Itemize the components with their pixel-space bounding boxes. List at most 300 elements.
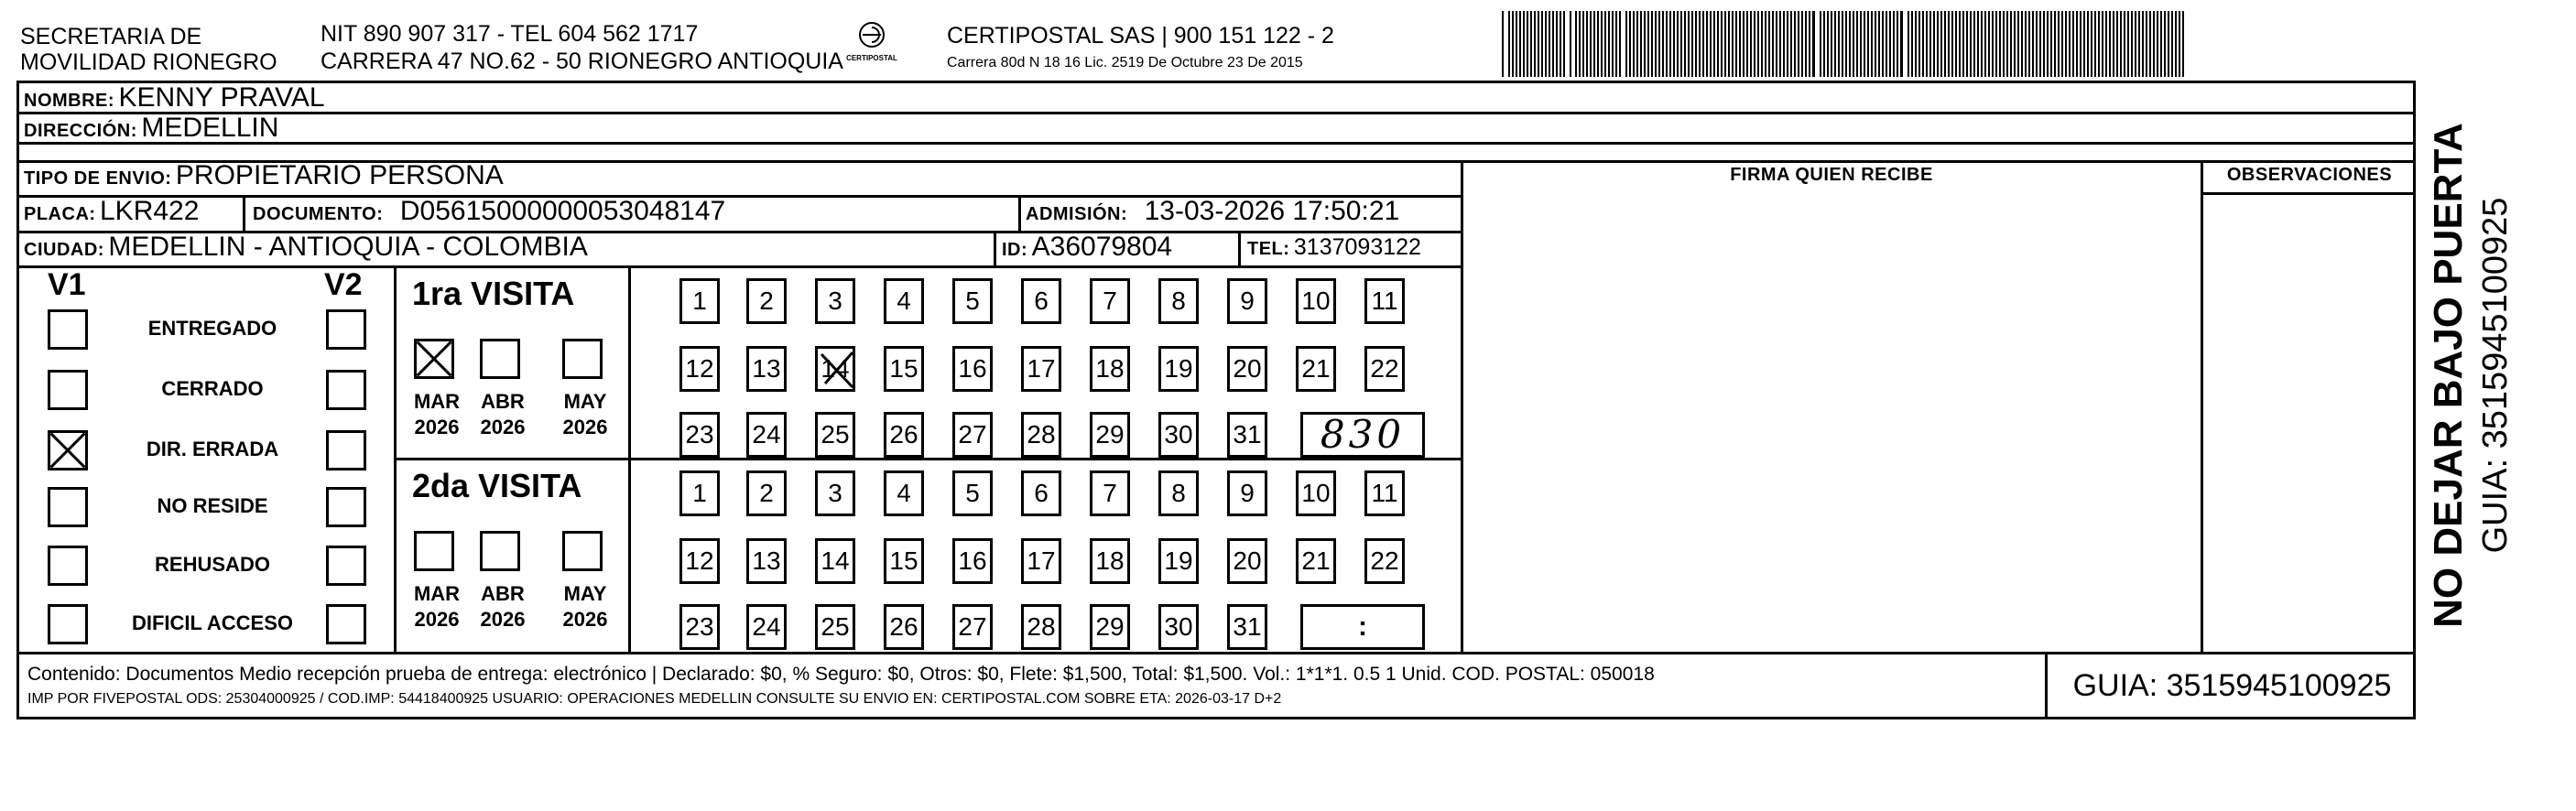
barcode-bar	[1944, 11, 1946, 77]
day-box[interactable]: 12	[679, 346, 720, 392]
barcode-bar	[2017, 11, 2019, 77]
barcode-bar	[1886, 11, 1887, 77]
barcode-bar	[1601, 11, 1603, 77]
barcode-bar	[2149, 11, 2151, 77]
day-box[interactable]: 25	[815, 604, 855, 650]
day-box[interactable]: 14	[815, 538, 855, 584]
day-box[interactable]: 17	[1021, 538, 1061, 584]
barcode-bar	[2058, 11, 2060, 77]
barcode-bar	[2028, 11, 2030, 77]
barcode-bar	[1619, 11, 1621, 77]
side-text	[2423, 119, 2533, 632]
certipostal-logo	[835, 20, 908, 71]
barcode-bar	[1527, 11, 1528, 77]
day-box[interactable]: 8	[1158, 278, 1199, 324]
barcode-bar	[1849, 11, 1851, 77]
footer-content	[27, 661, 1655, 710]
barcode-bar	[2080, 11, 2081, 77]
tipo-value: PROPIETARIO PERSONA	[175, 160, 504, 190]
day-box[interactable]: 24	[746, 412, 787, 458]
side-guia-text: GUIA: 3515945100925	[2476, 197, 2515, 554]
status-label: DIR. ERRADA	[146, 438, 279, 460]
barcode-bar	[2036, 11, 2038, 77]
barcode-bar	[1955, 11, 1957, 77]
day-box[interactable]: 22	[1364, 538, 1405, 584]
day-box[interactable]: 15	[884, 346, 924, 392]
day-box[interactable]: 9	[1227, 278, 1267, 324]
day-box[interactable]: 23	[679, 412, 720, 458]
barcode-bar	[1798, 11, 1799, 77]
barcode-bar	[1673, 11, 1675, 77]
barcode-bar	[1820, 11, 1821, 77]
id-cell	[1002, 232, 1172, 263]
barcode-bar	[2032, 11, 2034, 77]
day-box[interactable]: 16	[952, 538, 993, 584]
day-box[interactable]: 27	[952, 412, 993, 458]
barcode-bar	[1827, 11, 1829, 77]
barcode-bar	[1937, 11, 1939, 77]
barcode-bar	[1590, 11, 1592, 77]
month-checkbox[interactable]	[562, 531, 603, 571]
barcode-bar	[1677, 11, 1679, 77]
company-line: CERTIPOSTAL SAS | 900 151 122 - 2	[947, 23, 1334, 49]
barcode-bar	[1717, 11, 1719, 77]
day-box[interactable]: 9	[1227, 470, 1267, 516]
barcode-bar	[2109, 11, 2111, 77]
month-label: ABR	[481, 390, 525, 413]
day-box[interactable]: 10	[1296, 470, 1336, 516]
barcode-bar	[1970, 11, 1972, 77]
barcode-bar	[1959, 11, 1961, 77]
barcode-bar	[1549, 11, 1550, 77]
day-box[interactable]: 2	[746, 278, 787, 324]
barcode-bar	[1926, 11, 1928, 77]
barcode-bar	[1984, 11, 1986, 77]
barcode-bar	[1633, 11, 1635, 77]
barcode-bar	[1575, 11, 1577, 77]
placa-cell	[24, 196, 199, 227]
barcode-bar	[1790, 11, 1792, 77]
barcode-bar	[1699, 11, 1701, 77]
day-box[interactable]: 22	[1364, 346, 1405, 392]
v2-checkbox[interactable]	[326, 546, 366, 586]
tel-label: TEL:	[1247, 239, 1290, 259]
barcode-bar	[1534, 11, 1536, 77]
barcode-bar	[1856, 11, 1858, 77]
day-box[interactable]: 8	[1158, 470, 1199, 516]
barcode-bar	[1695, 11, 1697, 77]
barcode-bar	[1563, 11, 1565, 77]
day-box[interactable]: 5	[952, 470, 993, 516]
barcode-bar	[1593, 11, 1595, 77]
barcode-bar	[2010, 11, 2012, 77]
day-box[interactable]: 29	[1090, 412, 1130, 458]
barcode-bar	[1662, 11, 1664, 77]
v1-checkbox[interactable]	[48, 546, 88, 586]
barcode-bar	[1538, 11, 1539, 77]
barcode-bar	[1776, 11, 1777, 77]
logo-text: CERTIPOSTAL	[846, 54, 897, 62]
barcode-bar	[1552, 11, 1554, 77]
day-box[interactable]: 28	[1021, 412, 1061, 458]
day-box[interactable]: 5	[952, 278, 993, 324]
day-box[interactable]: 27	[952, 604, 993, 650]
barcode-bar	[1702, 11, 1704, 77]
status-label: ENTREGADO	[147, 317, 277, 340]
barcode-bar	[1508, 11, 1510, 77]
month-checkbox[interactable]	[562, 339, 603, 379]
barcode-bar	[1519, 11, 1521, 77]
barcode-bar	[1981, 11, 1983, 77]
barcode-bar	[2168, 11, 2169, 77]
barcode-bar	[1541, 11, 1543, 77]
v2-checkbox[interactable]	[326, 370, 366, 410]
barcode-bar	[1948, 11, 1950, 77]
month-year: 2026	[480, 416, 526, 438]
day-box[interactable]: 2	[746, 470, 787, 516]
v1-checkbox[interactable]	[48, 430, 88, 470]
v2-checkbox[interactable]	[326, 604, 366, 644]
month-checkbox[interactable]	[414, 531, 454, 571]
month-checkbox[interactable]	[414, 339, 454, 379]
status-label: DIFICIL ACCESO	[131, 611, 293, 634]
day-box[interactable]: 18	[1090, 346, 1130, 392]
barcode-bar	[1556, 11, 1558, 77]
day-box[interactable]: 4	[884, 470, 924, 516]
barcode-bar	[1787, 11, 1788, 77]
day-box[interactable]: 1	[679, 470, 720, 516]
day-box[interactable]: 19	[1158, 538, 1199, 584]
day-box[interactable]: 21	[1296, 346, 1336, 392]
barcode-bar	[1871, 11, 1873, 77]
day-box[interactable]: 7	[1090, 278, 1130, 324]
barcode-bar	[1779, 11, 1781, 77]
barcode-bar	[1842, 11, 1843, 77]
barcode-bar	[1999, 11, 2001, 77]
barcode-bar	[1739, 11, 1741, 77]
org-contact	[321, 20, 843, 75]
day-box[interactable]: 30	[1158, 604, 1199, 650]
barcode-bar	[1765, 11, 1766, 77]
v2-label: V2	[324, 267, 363, 302]
admision-label: ADMISIÓN:	[1026, 204, 1128, 224]
day-box[interactable]: 17	[1021, 346, 1061, 392]
time-field[interactable]: 830	[1300, 412, 1425, 458]
barcode-bar	[1867, 11, 1869, 77]
barcode-bar	[1864, 11, 1865, 77]
day-box[interactable]: 26	[884, 412, 924, 458]
nit-line: NIT 890 907 317 - TEL 604 562 1717	[321, 21, 699, 47]
ciudad-label: CIUDAD:	[24, 240, 104, 260]
barcode-bar	[2164, 11, 2166, 77]
day-box[interactable]: 26	[884, 604, 924, 650]
month-checkbox[interactable]	[480, 339, 520, 379]
month-checkbox[interactable]	[480, 531, 520, 571]
day-box[interactable]: 6	[1021, 470, 1061, 516]
license-line: Carrera 80d N 18 16 Lic. 2519 De Octubre 23 De 2015	[947, 55, 1303, 70]
barcode-bar	[1629, 11, 1631, 77]
day-box[interactable]: 20	[1227, 346, 1267, 392]
month-label: MAR	[413, 390, 461, 413]
direccion-value: MEDELLIN	[141, 113, 279, 143]
barcode-bar	[2157, 11, 2158, 77]
month-label: MAY	[563, 582, 607, 605]
barcode-bar	[1889, 11, 1891, 77]
org-name	[20, 24, 277, 75]
barcode-bar	[2076, 11, 2078, 77]
month-year: 2026	[562, 608, 608, 631]
tel-value: 3137093122	[1293, 234, 1421, 260]
barcode-bar	[1684, 11, 1686, 77]
barcode-bar	[1640, 11, 1642, 77]
ciudad-cell	[24, 232, 588, 263]
day-box[interactable]: 14	[815, 346, 855, 392]
day-box[interactable]: 4	[884, 278, 924, 324]
barcode-bar	[1586, 11, 1588, 77]
barcode-bar	[2138, 11, 2140, 77]
barcode-bar	[2120, 11, 2122, 77]
barcode-bar	[1615, 11, 1617, 77]
status-label: NO RESIDE	[157, 494, 268, 517]
day-box[interactable]: 23	[679, 604, 720, 650]
barcode-bar	[2094, 11, 2096, 77]
barcode-bar	[2025, 11, 2027, 77]
barcode-bar	[1655, 11, 1657, 77]
barcode-bar	[1783, 11, 1785, 77]
barcode-bar	[2135, 11, 2136, 77]
barcode-bar	[1545, 11, 1547, 77]
month-label: MAY	[563, 390, 607, 413]
barcode-bar	[1988, 11, 1990, 77]
day-box[interactable]: 21	[1296, 538, 1336, 584]
month-label: ABR	[481, 582, 525, 605]
barcode-bar	[1516, 11, 1517, 77]
v2-checkbox[interactable]	[326, 487, 366, 527]
barcode-bar	[1940, 11, 1942, 77]
barcode-bar	[1992, 11, 1994, 77]
barcode-bar	[1900, 11, 1903, 77]
barcode-bar	[2182, 11, 2184, 77]
day-box[interactable]: 12	[679, 538, 720, 584]
barcode-bar	[1680, 11, 1682, 77]
v2-checkbox[interactable]	[326, 430, 366, 470]
firma-label: FIRMA QUIEN RECIBE	[1730, 165, 1933, 185]
barcode-bar	[2098, 11, 2100, 77]
day-box[interactable]: 7	[1090, 470, 1130, 516]
barcode-bar	[1666, 11, 1668, 77]
barcode-bar	[1644, 11, 1646, 77]
month-label: MAR	[413, 582, 461, 605]
day-box[interactable]: 13	[746, 538, 787, 584]
barcode-bar	[2083, 11, 2085, 77]
barcode-bar	[2006, 11, 2008, 77]
day-box[interactable]: 3	[815, 278, 855, 324]
company-info	[947, 22, 1334, 77]
day-box[interactable]: 13	[746, 346, 787, 392]
tipo-label: TIPO DE ENVIO:	[24, 168, 172, 189]
barcode-bar	[1831, 11, 1832, 77]
v1-checkbox[interactable]	[48, 604, 88, 644]
barcode-bar	[2113, 11, 2114, 77]
barcode-bar	[1604, 11, 1606, 77]
footer-line2: IMP POR FIVEPOSTAL ODS: 25304000925 / COD.IMP: 54418400925 USUARIO: OPERACIONES MEDELLIN CONSULTE SU ENVIO EN: CERTIPOSTAL.COM SOBRE ETA: 2026-03-17 D+2	[27, 691, 1282, 707]
barcode-bar	[2124, 11, 2125, 77]
barcode-bar	[2142, 11, 2144, 77]
barcode-bar	[1512, 11, 1514, 77]
barcode-bar	[2047, 11, 2049, 77]
barcode-bar	[1669, 11, 1671, 77]
barcode-bar	[2054, 11, 2056, 77]
barcode-bar	[1915, 11, 1917, 77]
barcode-bar	[1805, 11, 1807, 77]
barcode-bar	[1710, 11, 1712, 77]
barcode-bar	[1691, 11, 1693, 77]
day-box[interactable]: 16	[952, 346, 993, 392]
day-box[interactable]: 15	[884, 538, 924, 584]
day-box[interactable]: 25	[815, 412, 855, 458]
barcode-bar	[1560, 11, 1561, 77]
barcode-bar	[2043, 11, 2045, 77]
barcode-bar	[1754, 11, 1755, 77]
nombre-value: KENNY PRAVAL	[118, 82, 325, 113]
barcode-bar	[1658, 11, 1660, 77]
handwritten-x-mark	[816, 347, 858, 393]
barcode-bar	[2014, 11, 2016, 77]
barcode-bar	[1768, 11, 1770, 77]
barcode-bar	[1724, 11, 1726, 77]
visit-title: 1ra VISITA	[412, 275, 575, 312]
barcode-bar	[2175, 11, 2177, 77]
barcode-bar	[1962, 11, 1964, 77]
month-year: 2026	[480, 608, 526, 631]
barcode-bar	[1911, 11, 1913, 77]
barcode-bar	[1743, 11, 1745, 77]
day-box[interactable]: 1	[679, 278, 720, 324]
observaciones-label: OBSERVACIONES	[2226, 165, 2393, 185]
v1-checkbox[interactable]	[48, 487, 88, 527]
id-label: ID:	[1002, 240, 1028, 260]
time-field[interactable]: :	[1300, 604, 1425, 650]
v1-checkbox[interactable]	[48, 370, 88, 410]
barcode-bar	[1834, 11, 1836, 77]
direccion-label: DIRECCIÓN:	[24, 121, 137, 141]
day-box[interactable]: 11	[1364, 470, 1405, 516]
org-line2: MOVILIDAD RIONEGRO	[20, 49, 277, 75]
barcode-bar	[1750, 11, 1752, 77]
status-label: CERRADO	[161, 377, 264, 400]
admision-cell	[1026, 196, 1399, 227]
barcode-bar	[1636, 11, 1638, 77]
barcode-bar	[2072, 11, 2074, 77]
admision-value: 13-03-2026 17:50:21	[1144, 196, 1400, 226]
documento-value: D05615000000053048147	[399, 196, 726, 226]
barcode-bar	[1530, 11, 1532, 77]
v1-checkbox[interactable]	[48, 309, 88, 350]
barcode-bar	[1929, 11, 1931, 77]
no-dejar-text: NO DEJAR BAJO PUERTA	[2426, 123, 2471, 628]
barcode-bar	[1966, 11, 1968, 77]
barcode-bar	[1882, 11, 1884, 77]
month-year: 2026	[414, 608, 460, 631]
barcode-bar	[1757, 11, 1759, 77]
documento-label: DOCUMENTO:	[253, 204, 384, 224]
barcode-bar	[2116, 11, 2118, 77]
barcode-bar	[1523, 11, 1525, 77]
day-box[interactable]: 18	[1090, 538, 1130, 584]
barcode-bar	[1809, 11, 1810, 77]
id-value: A36079804	[1031, 232, 1173, 262]
logo-icon	[852, 20, 892, 49]
day-box[interactable]: 28	[1021, 604, 1061, 650]
barcode-bar	[1860, 11, 1862, 77]
tipo-row	[24, 160, 504, 191]
documento-cell	[253, 196, 725, 227]
day-box[interactable]: 31	[1227, 412, 1267, 458]
barcode-bar	[1977, 11, 1979, 77]
barcode-bar	[2069, 11, 2071, 77]
barcode-bar	[1608, 11, 1610, 77]
day-box[interactable]: 29	[1090, 604, 1130, 650]
barcode-bar	[1597, 11, 1599, 77]
day-box[interactable]: 31	[1227, 604, 1267, 650]
barcode-bar	[1933, 11, 1935, 77]
barcode-bar	[2102, 11, 2103, 77]
placa-value: LKR422	[100, 196, 200, 226]
barcode-bar	[1772, 11, 1774, 77]
barcode-bar	[2039, 11, 2041, 77]
barcode-bar	[1651, 11, 1653, 77]
day-box[interactable]: 20	[1227, 538, 1267, 584]
day-box[interactable]: 11	[1364, 278, 1405, 324]
visit-title: 2da VISITA	[412, 467, 582, 504]
barcode-bar	[1761, 11, 1763, 77]
barcode-bar	[1845, 11, 1847, 77]
placa-label: PLACA:	[24, 204, 96, 224]
barcode-bar	[1918, 11, 1920, 77]
barcode-bar	[1878, 11, 1880, 77]
barcode-bar	[2146, 11, 2147, 77]
barcode-bar	[1579, 11, 1581, 77]
barcode-bar	[1853, 11, 1854, 77]
barcode-bar	[1995, 11, 1997, 77]
barcode-bar	[1732, 11, 1734, 77]
barcode-bar	[1812, 11, 1815, 77]
barcode-bar	[2171, 11, 2173, 77]
v2-checkbox[interactable]	[326, 309, 366, 350]
day-box[interactable]: 10	[1296, 278, 1336, 324]
day-box[interactable]: 19	[1158, 346, 1199, 392]
barcode-bar	[2050, 11, 2052, 77]
barcode-bar	[1922, 11, 1924, 77]
ciudad-value: MEDELLIN - ANTIOQUIA - COLOMBIA	[108, 232, 588, 262]
barcode-bar	[1502, 11, 1504, 77]
month-year: 2026	[414, 416, 460, 438]
v1-label: V1	[48, 267, 86, 302]
barcode-bar	[2087, 11, 2089, 77]
barcode-bar	[1721, 11, 1723, 77]
day-box[interactable]: 30	[1158, 412, 1199, 458]
barcode-bar	[2153, 11, 2155, 77]
status-label: REHUSADO	[155, 553, 270, 576]
barcode-bar	[1647, 11, 1649, 77]
day-box[interactable]: 6	[1021, 278, 1061, 324]
barcode-bar	[1625, 11, 1627, 77]
org-line1: SECRETARIA DE	[20, 24, 202, 49]
day-box[interactable]: 24	[746, 604, 787, 650]
barcode-bar	[2131, 11, 2133, 77]
barcode-bar	[2179, 11, 2180, 77]
day-box[interactable]: 3	[815, 470, 855, 516]
